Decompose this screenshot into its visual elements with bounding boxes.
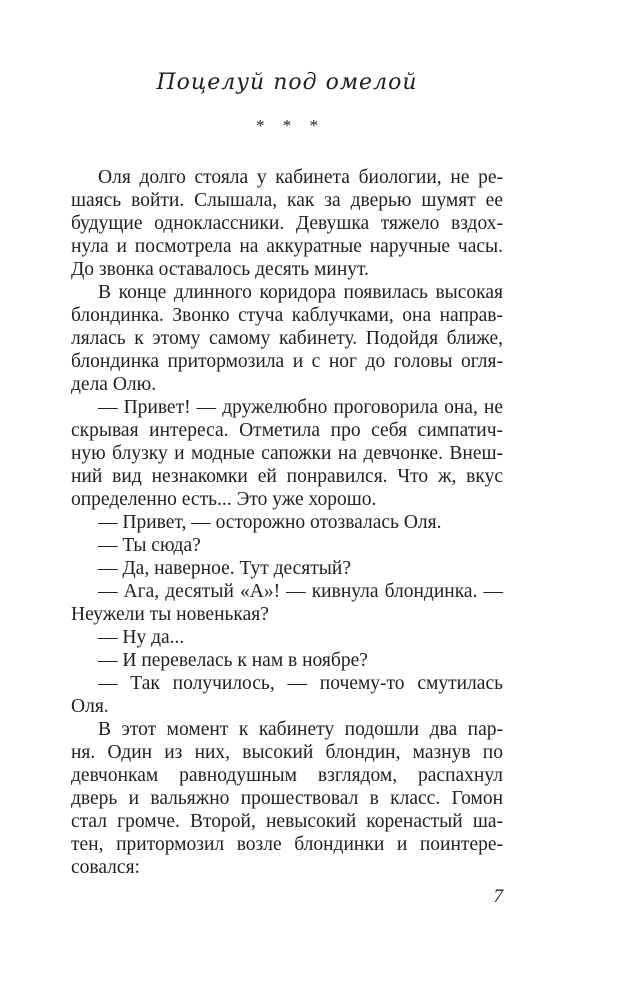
- text-line: В этот момент к кабинету подошли два пар-: [98, 719, 503, 740]
- text-line: нула и посмотрела на аккуратные наручные часы.: [71, 236, 503, 257]
- text-line: ную блузку и модные сапожки на девчонке. Внеш-: [71, 443, 503, 464]
- text-line: Оля долго стояла у кабинета биологии, не ре-: [98, 167, 503, 188]
- text-line: — И перевелась к нам в ноябре?: [98, 650, 368, 671]
- text-line: ня. Один из них, высокий блондин, мазнув по: [71, 742, 503, 763]
- text-line: В конце длинного коридора появилась высокая: [98, 282, 503, 303]
- text-line: — Да, наверное. Тут десятый?: [98, 558, 351, 579]
- text-line: стал громче. Второй, невысокий коренастый ша-: [71, 811, 503, 832]
- text-line: Оля.: [71, 696, 109, 717]
- text-line: До звонка оставалось десять минут.: [71, 259, 369, 280]
- text-line: блондинка притормозила и с ног до головы огля-: [71, 351, 503, 372]
- text-line: Неужели ты новенькая?: [71, 604, 269, 625]
- text-line: определенно есть... Это уже хорошо.: [71, 489, 377, 510]
- text-line: — Так получилось, — почему-то смутилась: [98, 673, 503, 694]
- text-line: совался:: [71, 857, 140, 878]
- text-line: — Ну да...: [98, 627, 185, 648]
- text-line: будущие одноклассники. Девушка тяжело вздох-: [71, 213, 503, 234]
- running-head-title: Поцелуй под омелой: [156, 70, 418, 95]
- text-line: ний вид незнакомки ей понравился. Что ж, вкус: [71, 466, 503, 487]
- page-number: 7: [493, 886, 503, 907]
- text-line: девчонкам равнодушным взглядом, распахнул: [71, 765, 503, 786]
- text-line: шаясь войти. Слышала, как за дверью шумят ее: [71, 190, 503, 211]
- text-line: скрывая интереса. Отметила про себя симпатич-: [71, 420, 503, 441]
- text-line: лялась к этому самому кабинету. Подойдя ближе,: [71, 328, 503, 349]
- text-line: — Ага, десятый «А»! — кивнула блондинка. —: [98, 581, 503, 602]
- body-text: [71, 166, 503, 879]
- text-line: — Ты сюда?: [98, 535, 201, 556]
- text-line: — Привет! — дружелюбно проговорила она, не: [98, 397, 503, 418]
- section-separator: * * *: [256, 116, 318, 135]
- text-line: тен, притормозил возле блондинки и поинтере-: [71, 834, 503, 855]
- text-line: дела Олю.: [71, 374, 157, 395]
- text-line: дверь и вальяжно прошествовал в класс. Гомон: [71, 788, 503, 809]
- text-line: — Привет, — осторожно отозвалась Оля.: [98, 512, 442, 533]
- text-line: блондинка. Звонко стуча каблучками, она направ-: [71, 305, 503, 326]
